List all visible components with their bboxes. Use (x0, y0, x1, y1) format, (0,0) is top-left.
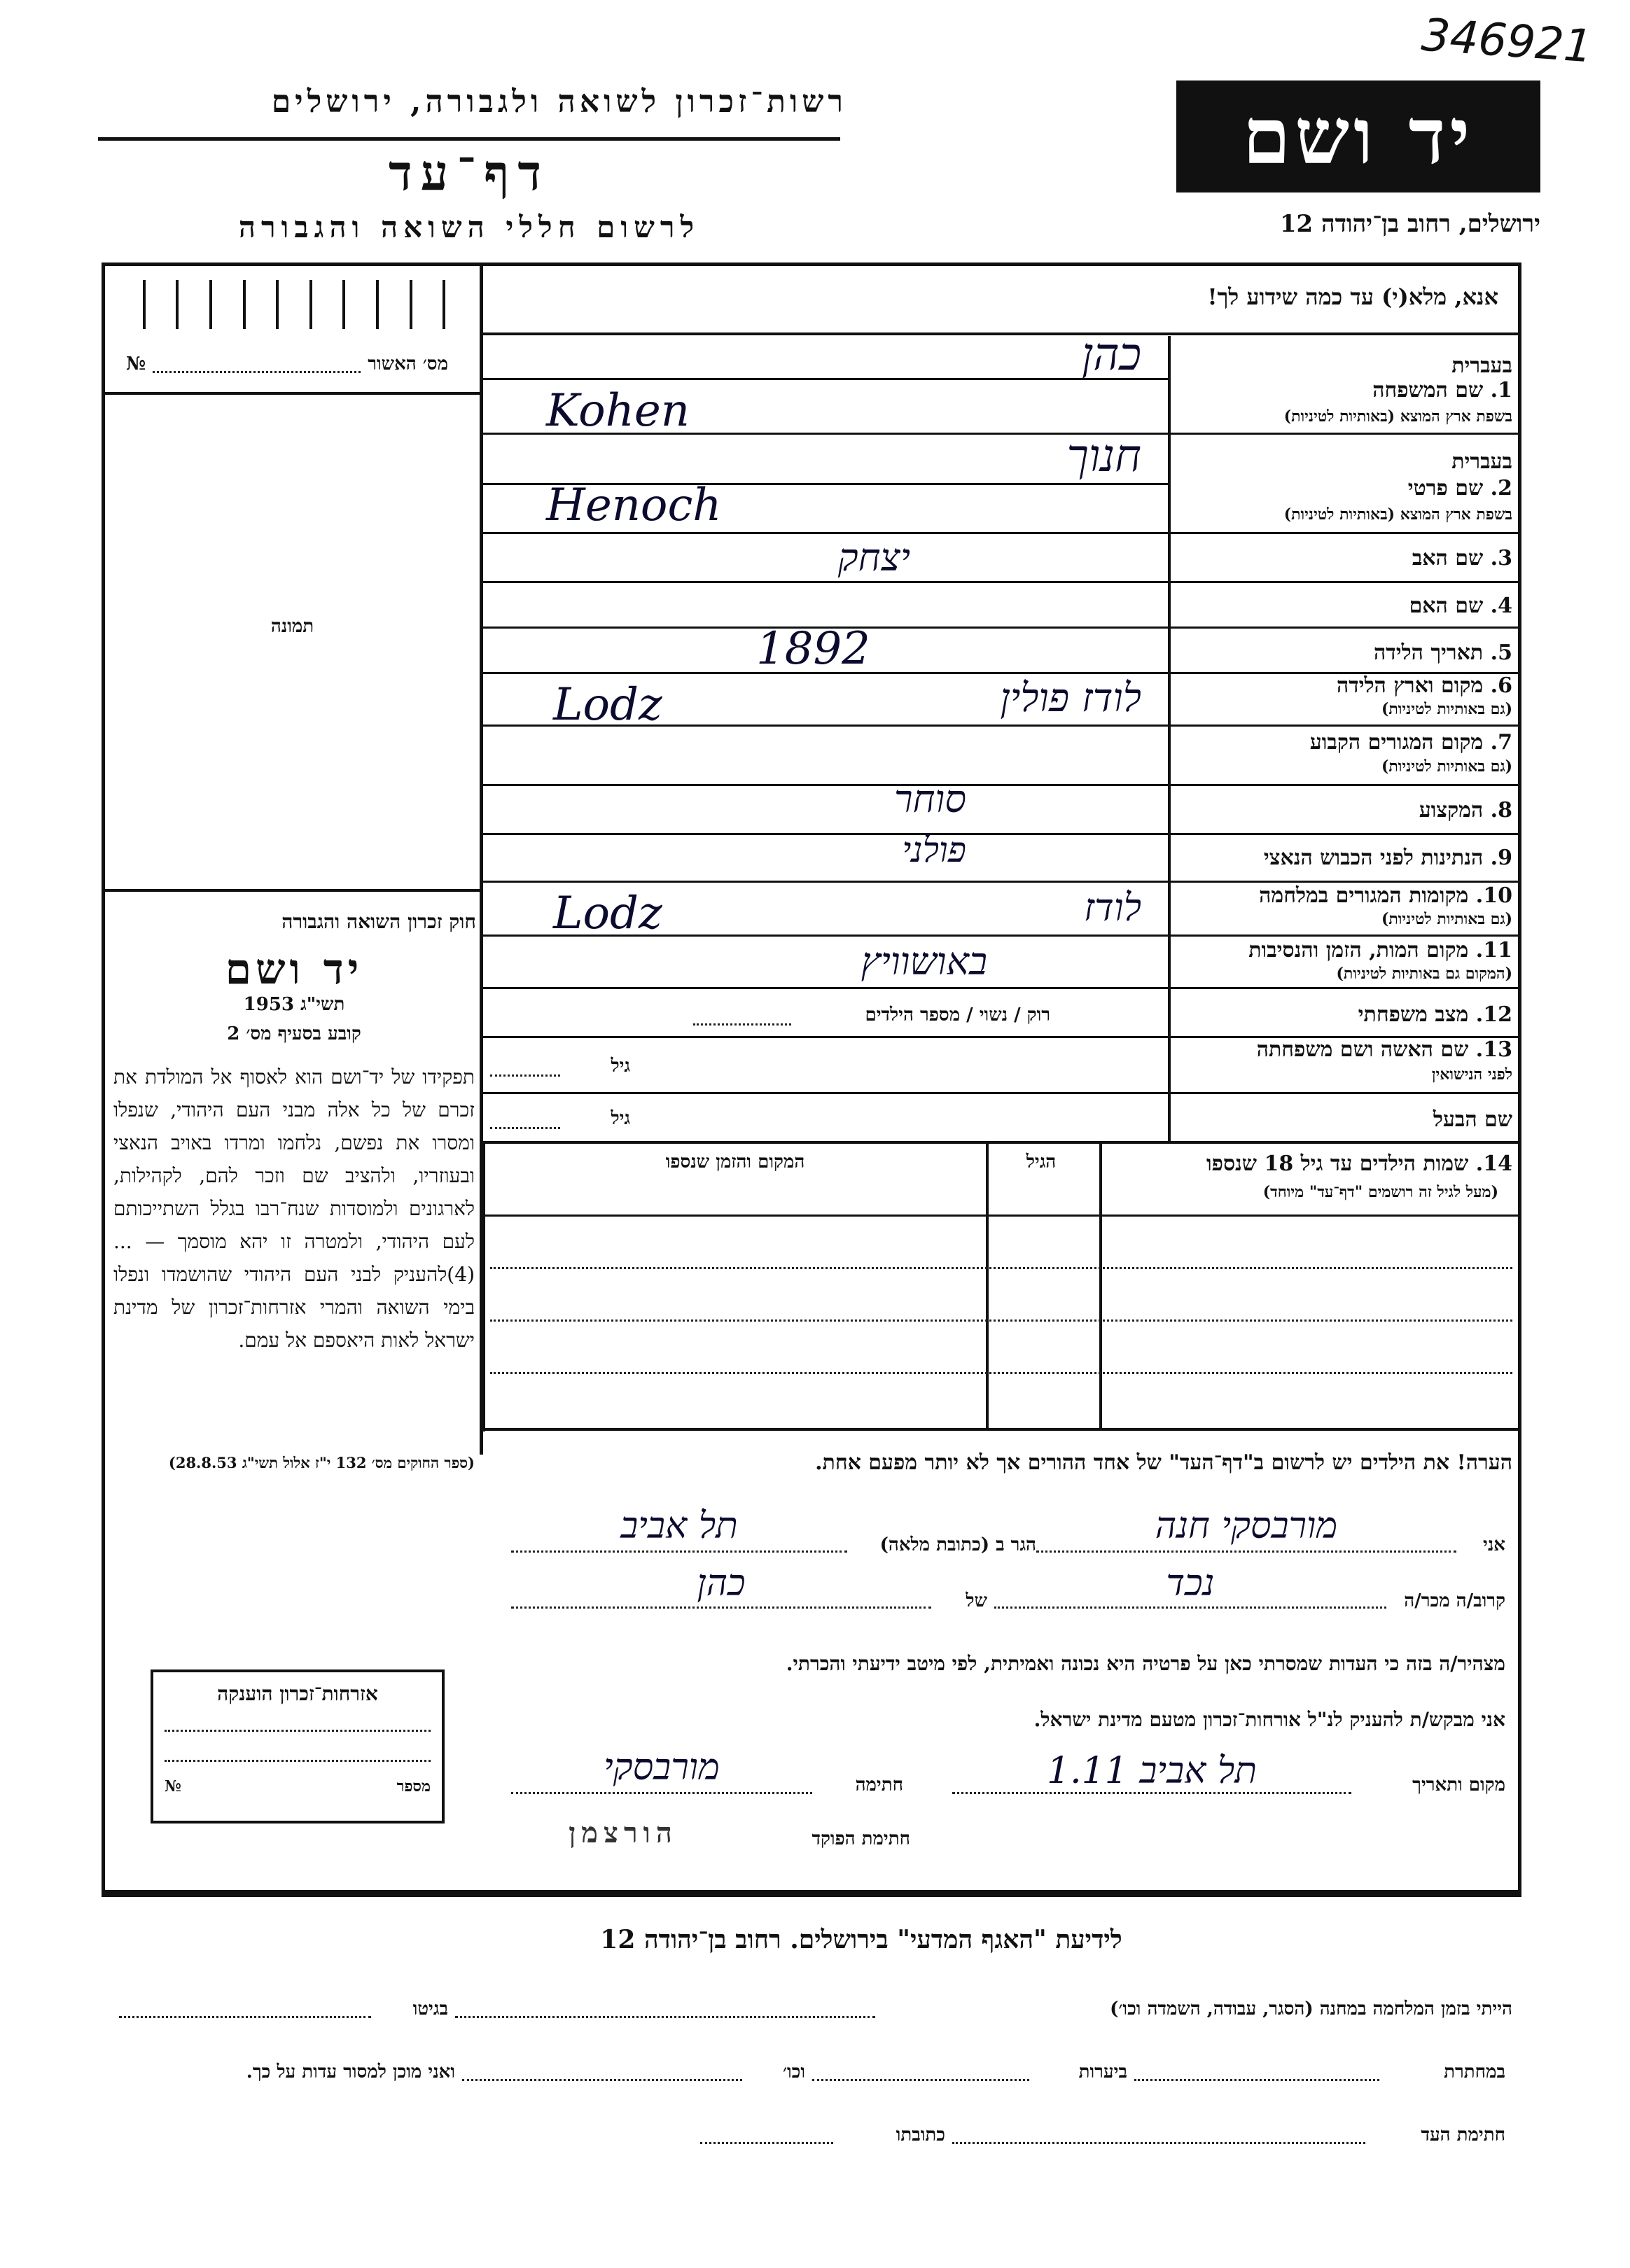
field-4-label (1176, 594, 1512, 618)
honor-box-number-row (165, 1777, 431, 1795)
honor-box-dots-2 (165, 1760, 431, 1762)
hw-profession: סוחר (893, 777, 966, 821)
honor-box-dots-1 (165, 1730, 431, 1732)
relative-dots (994, 1606, 1386, 1609)
field-1-hebrew-tag: בעברית (1451, 354, 1512, 378)
footer-address-dots (700, 2142, 833, 2144)
field-2-num: 2. (1490, 476, 1512, 500)
witness-address-label: הגר ב (כתובת מלאה) (879, 1534, 1036, 1555)
footer-forests-dots (812, 2079, 1029, 2081)
rule-11 (482, 881, 1519, 883)
footer-underground-dots (1134, 2079, 1379, 2081)
field-1-num: 1. (1490, 378, 1512, 402)
children-row-1 (490, 1267, 1512, 1269)
field-2-sub: בשפת ארץ המוצא (באותיות לטיניות) (1283, 505, 1512, 524)
field-2-hebrew-tag: בעברית (1451, 449, 1512, 474)
field-11-sub: (המקום גם באותיות לטיניות) (1336, 965, 1512, 983)
request: אני מבקש/ת להעניק לנ"ל אורחות־זכרון מטעם מדינת ישראל. (1033, 1708, 1505, 1731)
field-8-label (1176, 798, 1512, 822)
children-place-col: המקום והזמן שנספו (665, 1152, 805, 1172)
page-subtitle: לרשום חללי השואה והגבורה (238, 210, 700, 244)
field-9-label (1176, 846, 1512, 870)
husband-label: שם הבעל (1433, 1107, 1512, 1132)
labels-divider (1168, 336, 1171, 1141)
header-address: ירושלים, רחוב בן־יהודה 12 (1279, 210, 1540, 238)
form-intro: אנא, מלא(י) עד כמה שידוע לך! (1207, 284, 1498, 310)
field-10-text: מקומות המגורים במלחמה (1259, 883, 1469, 908)
hw-witness-name: מורבסקי חנה (1155, 1505, 1338, 1547)
photo-rule (105, 889, 480, 892)
law-year: 1953 (243, 994, 295, 1015)
children-label: 14. שמות הילדים עד גיל 18 שנספו (1206, 1152, 1512, 1176)
field-11-label (1176, 938, 1512, 962)
hw-war-place-hebrew: לודז (1083, 886, 1141, 930)
witness-address-dots (511, 1550, 847, 1553)
of-dots (511, 1606, 931, 1609)
footer-witness-signature-dots (952, 2142, 1365, 2144)
footer-underground: במחתרת (1444, 2062, 1505, 2082)
field-12-label (1176, 1002, 1512, 1027)
field-11-num: 11. (1475, 938, 1512, 962)
hw-birth-place-hebrew: לודז פולין (1000, 676, 1141, 721)
children-age-col: הגיל (1026, 1152, 1057, 1172)
children-row-2 (490, 1320, 1512, 1322)
witness-name-dots (1036, 1550, 1456, 1553)
field-10-label (1176, 883, 1512, 908)
field-11-text: מקום המות, הזמן והנסיבות (1248, 938, 1469, 962)
archive-number: 346921 (1419, 9, 1594, 74)
footer-witness-signature: חתימת העד (1421, 2124, 1505, 2146)
hw-place-date: תל אביב 1.11 (1047, 1750, 1257, 1792)
children-col-age-left (986, 1144, 989, 1431)
wife-age-dots (490, 1074, 560, 1077)
field-3-num: 3. (1490, 546, 1512, 570)
yad-vashem-logo: יד ושם (1176, 80, 1540, 192)
footer-etc-dots (462, 2079, 742, 2081)
field-1-sub: בשפת ארץ המוצא (באותיות לטיניות) (1283, 407, 1512, 426)
footer-title: לידיעת "האגף המדעי" בירושלים. רחוב בן־יהודה 12 (600, 1925, 1122, 1954)
approval-rule (105, 392, 480, 395)
field-2-text: שם פרטי (1407, 476, 1484, 500)
field-13-text: שם האשה ושם משפחתה (1256, 1037, 1469, 1062)
field-10-num: 10. (1475, 883, 1512, 908)
rule-15 (482, 1092, 1519, 1094)
hw-relation-of: כהן (697, 1562, 746, 1604)
children-row-3 (490, 1372, 1512, 1374)
hw-witness-address: תל אביב (620, 1505, 738, 1547)
footer-rule (104, 1890, 1519, 1893)
rule-16 (482, 1141, 1519, 1144)
hw-father: יצחק (837, 536, 910, 580)
field-6-num: 6. (1490, 673, 1512, 698)
field-5-num: 5. (1490, 640, 1512, 665)
witness-prefix: אני (1483, 1534, 1505, 1555)
rule-5 (482, 581, 1519, 583)
field-6-label (1176, 673, 1512, 698)
hw-death-place: באושוויץ (861, 939, 987, 983)
rule-4 (482, 532, 1519, 534)
children-left-edge (482, 1141, 485, 1432)
hw-signature: מורבסקי (604, 1746, 720, 1788)
hw-birth-place-latin: Lodz (553, 679, 662, 731)
authority-title: רשות־זכרון לשואה ולגבורה, ירושלים (271, 84, 847, 120)
page-title: דף־עד (388, 144, 550, 202)
field-7-sub: (גם באותיות לטיניות) (1381, 757, 1512, 776)
field-8-text: המקצוע (1419, 798, 1484, 822)
law-year-he: תשי"ג (300, 994, 345, 1015)
field-9-text: הנתינות לפני הכבוש הנאצי (1263, 846, 1484, 870)
place-date-label: מקום ותאריך (1412, 1774, 1505, 1795)
hw-first-hebrew: חנוך (1066, 430, 1141, 482)
field-4-text: שם האם (1409, 594, 1484, 618)
signature-dots (511, 1792, 812, 1794)
law-text: תפקידו של יד־ושם הוא לאסוף אל המולדת את זכרם של כל אלה מבני העם היהודי, שנפלו ומסרו את נפשם, נלחמו ומרדו באויב הנאצי ובעוזריו, ולהציב שם וזכר להם, לקהילות, לארגונים ולמוסדות שנח־רבו בגלל השתייכותם לעם היהודי, ולמטרה זו יהא מוסמך — ...(4)להעניק לבני העם היהודי שהושמדו ונפלו בימי השואה והמרי אזרחות־זכרון של מדינת ישראל לאות היאספם אל עמם. (113, 1065, 475, 1352)
marital-options: רוק / נשוי / מספר הילדים (865, 1004, 1050, 1026)
field-5-text: תאריך הלידה (1374, 640, 1484, 665)
field-5-label (1176, 640, 1512, 665)
law-title: חוק זכרון השואה והגבורה (281, 910, 476, 933)
rule-9 (482, 784, 1519, 786)
of-label: של (966, 1590, 987, 1611)
field-2-label (1176, 476, 1512, 500)
law-name: יד ושם (225, 945, 363, 994)
note-line: הערה! את הילדים יש לרשום ב"דף־העד" של אחד ההורים אך לא יותר מפעם אחת. (815, 1450, 1512, 1475)
law-year-row (112, 994, 476, 1015)
field-7-text: מקום המגורים הקבוע (1309, 730, 1484, 755)
relative-label: קרוב/ה מכר/ה (1404, 1590, 1505, 1611)
law-section: קובע בסעיף מס׳ 2 (227, 1023, 361, 1044)
children-sub: (מעל לגיל זה רושמים "דף־עד" מיוחד) (1262, 1183, 1498, 1201)
field-9-num: 9. (1490, 846, 1512, 870)
hw-family-latin: Kohen (546, 385, 690, 437)
field-6-sub: (גם באותיות לטיניות) (1381, 700, 1512, 718)
field-7-label (1176, 730, 1512, 755)
honor-box-number-label: מספר (396, 1777, 431, 1795)
field-10-sub: (גם באותיות לטיניות) (1381, 910, 1512, 928)
approval-number-symbol: № (126, 354, 146, 374)
field-1-text: שם המשפחה (1372, 378, 1484, 402)
honor-box-title: אזרחות־זכרון הוענקה (217, 1682, 378, 1705)
field-13-sub: לפני הנישואין (1431, 1065, 1512, 1084)
field-12-num: 12. (1475, 1002, 1512, 1027)
field-8-num: 8. (1490, 798, 1512, 822)
field-6-text: מקום וארץ הלידה (1336, 673, 1484, 698)
husband-age-dots (490, 1127, 560, 1129)
footer-ghetto-dots (119, 2016, 371, 2018)
footer-line1: הייתי בזמן המלחמה במחנה (הסגר, עבודה, השמדה וכו׳) (1110, 1998, 1512, 2019)
officer-stamp: הורצמן (569, 1816, 678, 1849)
field-13-label (1176, 1037, 1512, 1062)
honor-box-number-symbol: № (165, 1777, 181, 1795)
declaration: מצהיר/ה בזה כי העדות שמסרתי כאן על פרטיה היא נכונה ואמיתית, לפי מיטב ידיעתי והכרתי. (786, 1652, 1505, 1675)
wife-age-label: גיל (611, 1056, 630, 1077)
photo-label: תמונה (270, 616, 314, 637)
footer-camp-dots (455, 2016, 875, 2018)
hw-birth-date: 1892 (756, 623, 870, 675)
field-3-label (1176, 546, 1512, 570)
rule-13 (482, 987, 1519, 989)
footer-address: כתובתו (896, 2124, 945, 2146)
honor-box (151, 1670, 445, 1823)
field-12-text: מצב משפחתי (1358, 1002, 1469, 1027)
header-rule (98, 137, 840, 141)
field-1-label (1176, 378, 1512, 402)
approval-dots (153, 356, 361, 373)
field-13-num: 13. (1475, 1037, 1512, 1062)
approval-cells (112, 280, 476, 336)
children-header-rule (483, 1214, 1519, 1217)
hw-nationality: פולני (902, 830, 966, 870)
hw-family-hebrew: כהן (1081, 329, 1141, 381)
field-4-num: 4. (1490, 594, 1512, 618)
footer-etc: וכו׳ (782, 2062, 805, 2082)
husband-age-label: גיל (611, 1108, 630, 1129)
signature-label: חתימה (855, 1774, 903, 1795)
rule-6 (482, 626, 1519, 629)
field-3-text: שם האב (1412, 546, 1484, 570)
approval-row (126, 354, 448, 374)
law-citation: (ספר החוקים מס׳ 132 י"ז אלול תשי"ג 28.8.53) (168, 1454, 475, 1471)
officer-signature-label: חתימת הפוקד (811, 1828, 910, 1849)
children-col-age-right (1099, 1144, 1102, 1431)
footer-ghetto: בגיטו (412, 1998, 448, 2019)
children-bottom-rule (482, 1428, 1519, 1431)
footer-ready: ואני מוכן למסור עדות על כך. (246, 2062, 455, 2082)
field-7-num: 7. (1490, 730, 1512, 755)
hw-first-latin: Henoch (546, 479, 722, 531)
rule-10 (482, 833, 1519, 835)
footer-forests: ביערות (1078, 2062, 1127, 2082)
marital-dots (693, 1023, 791, 1026)
place-date-dots (952, 1792, 1351, 1794)
hw-war-place-latin: Lodz (553, 888, 662, 939)
hw-relation: נכד (1166, 1562, 1215, 1604)
approval-label: מס׳ האשור (368, 354, 448, 374)
